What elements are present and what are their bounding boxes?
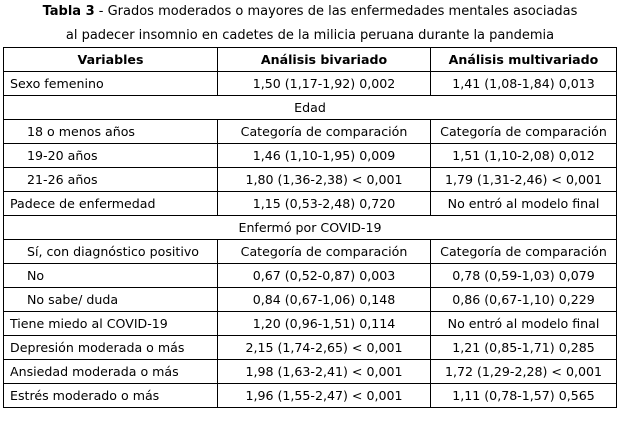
bivariate-value: 2,15 (1,74-2,65) < 0,001: [218, 336, 431, 360]
multivariate-value: No entró al modelo final: [431, 312, 617, 336]
section-row: [4, 96, 617, 120]
table-row: [4, 360, 617, 384]
bivariate-value: 1,50 (1,17-1,92) 0,002: [218, 72, 431, 96]
results-table: [3, 47, 617, 408]
table-row: [4, 384, 617, 408]
multivariate-value: 1,51 (1,10-2,08) 0,012: [431, 144, 617, 168]
table-row: [4, 312, 617, 336]
row-label: Tiene miedo al COVID-19: [4, 312, 218, 336]
header-bivariate: Análisis bivariado: [218, 48, 431, 72]
bivariate-value: 1,98 (1,63-2,41) < 0,001: [218, 360, 431, 384]
row-label: 19-20 años: [4, 144, 218, 168]
caption-label: Tabla 3: [42, 4, 95, 19]
multivariate-value: 1,11 (0,78-1,57) 0,565: [431, 384, 617, 408]
multivariate-value: 1,21 (0,85-1,71) 0,285: [431, 336, 617, 360]
row-label: Sí, con diagnóstico positivo: [4, 240, 218, 264]
row-label: No: [4, 264, 218, 288]
caption-line-1: [0, 0, 620, 24]
table-row: [4, 264, 617, 288]
bivariate-value: 1,80 (1,36-2,38) < 0,001: [218, 168, 431, 192]
bivariate-value: 1,46 (1,10-1,95) 0,009: [218, 144, 431, 168]
row-label: Sexo femenino: [4, 72, 218, 96]
table-row: [4, 240, 617, 264]
row-label: Padece de enfermedad: [4, 192, 218, 216]
table-row: [4, 336, 617, 360]
row-label: 21-26 años: [4, 168, 218, 192]
row-label: 18 o menos años: [4, 120, 218, 144]
table-row: [4, 144, 617, 168]
header-row: [4, 48, 617, 72]
caption-line-2: al padecer insomnio en cadetes de la milicia peruana durante la pandemia: [65, 28, 555, 43]
section-row: [4, 216, 617, 240]
table-row: [4, 120, 617, 144]
row-label: Ansiedad moderada o más: [4, 360, 218, 384]
bivariate-value: 1,96 (1,55-2,47) < 0,001: [218, 384, 431, 408]
header-multivariate: Análisis multivariado: [431, 48, 617, 72]
multivariate-value: 0,86 (0,67-1,10) 0,229: [431, 288, 617, 312]
table-row: [4, 168, 617, 192]
bivariate-value: 1,15 (0,53-2,48) 0,720: [218, 192, 431, 216]
bivariate-value: 0,67 (0,52-0,87) 0,003: [218, 264, 431, 288]
multivariate-value: Categoría de comparación: [431, 120, 617, 144]
table-caption: [0, 0, 620, 48]
header-variables: Variables: [4, 48, 218, 72]
multivariate-value: 0,78 (0,59-1,03) 0,079: [431, 264, 617, 288]
table-row: [4, 288, 617, 312]
section-title-covid: Enfermó por COVID-19: [4, 216, 617, 240]
caption-title-part-1: - Grados moderados o mayores de las enfermedades mentales asociadas: [94, 4, 578, 19]
bivariate-value: Categoría de comparación: [218, 120, 431, 144]
bivariate-value: 0,84 (0,67-1,06) 0,148: [218, 288, 431, 312]
multivariate-value: No entró al modelo final: [431, 192, 617, 216]
bivariate-value: 1,20 (0,96-1,51) 0,114: [218, 312, 431, 336]
table-row: [4, 192, 617, 216]
multivariate-value: 1,41 (1,08-1,84) 0,013: [431, 72, 617, 96]
section-title-edad: Edad: [4, 96, 617, 120]
row-label: Depresión moderada o más: [4, 336, 218, 360]
multivariate-value: 1,79 (1,31-2,46) < 0,001: [431, 168, 617, 192]
row-label: No sabe/ duda: [4, 288, 218, 312]
multivariate-value: 1,72 (1,29-2,28) < 0,001: [431, 360, 617, 384]
table-row: [4, 72, 617, 96]
row-label: Estrés moderado o más: [4, 384, 218, 408]
bivariate-value: Categoría de comparación: [218, 240, 431, 264]
multivariate-value: Categoría de comparación: [431, 240, 617, 264]
